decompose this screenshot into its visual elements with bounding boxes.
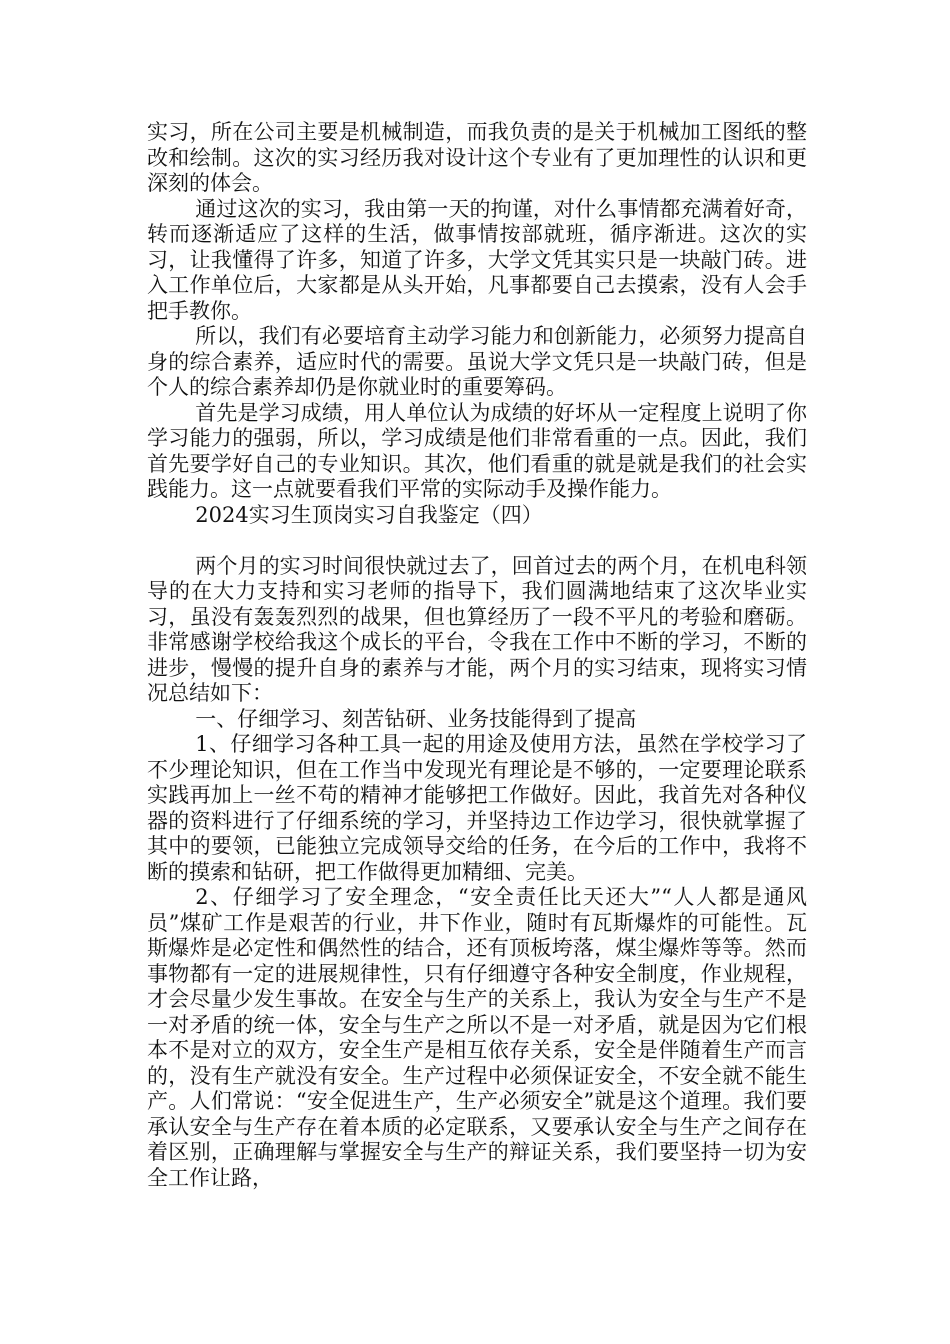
paragraph: 2、仔细学习了安全理念，“安全责任比天还大”“人人都是通风员”煤矿工作是艰苦的行业，井下作业，随时有瓦斯爆炸的可能性。瓦斯爆炸是必定性和偶然性的结合，还有顶板垮落，煤尘爆炸等等。然而事物都有一定的进展规律性，只有仔细遵守各种安全制度，作业规程，才会尽量少发生事故。在安全与生产的关系上，我认为安全与生产不是一对矛盾的统一体，安全与生产之所以不是一对矛盾，就是因为它们根本不是对立的双方，安全生产是相互依存关系，安全是伴随着生产而言的，没有生产就没有安全。生产过程中必须保证安全，不安全就不能生产。人们常说：“安全促进生产，生产必须安全”就是这个道理。我们要承认安全与生产存在着本质的必定联系，又要承认安全与生产之间存在着区别，正确理解与掌握安全与生产的辩证关系，我们要坚持一切为安全工作让路， [147,885,807,1190]
section-title: 2024实习生顶岗实习自我鉴定（四） [195,502,543,527]
paragraph: 两个月的实习时间很快就过去了，回首过去的两个月，在机电科领导的在大力支持和实习老师的指导下，我们圆满地结束了这次毕业实习，虽没有轰轰烈烈的战果，但也算经历了一段不平凡的考验和磨砺。非常感谢学校给我这个成长的平台，令我在工作中不断的学习，不断的进步，慢慢的提升自身的素养与才能，两个月的实习结束，现将实习情况总结如下： [147,553,807,705]
paragraph: 首先是学习成绩，用人单位认为成绩的好坏从一定程度上说明了你学习能力的强弱，所以，学习成绩是他们非常看重的一点。因此，我们首先要学好自己的专业知识。其次，他们看重的就是就是我们的社会实践能力。这一点就要看我们平常的实际动手及操作能力。 [147,400,807,501]
subsection-heading: 一、仔细学习、刻苦钻研、业务技能得到了提高 [195,706,637,731]
document-body [147,120,807,1191]
paragraph-continuation: 实习，所在公司主要是机械制造，而我负责的是关于机械加工图纸的整改和绘制。这次的实习经历我对设计这个专业有了更加理性的认识和更深刻的体会。 [147,120,807,195]
paragraph: 所以，我们有必要培育主动学习能力和创新能力，必须努力提高自身的综合素养，适应时代的需要。虽说大学文凭只是一块敲门砖，但是个人的综合素养却仍是你就业时的重要筹码。 [147,324,807,399]
paragraph: 1、仔细学习各种工具一起的用途及使用方法，虽然在学校学习了不少理论知识，但在工作当中发现光有理论是不够的，一定要理论联系实践再加上一丝不苟的精神才能够把工作做好。因此，我首先对各种仪器的资料进行了仔细系统的学习，并坚持边工作边学习，很快就掌握了其中的要领，已能独立完成领导交给的任务，在今后的工作中，我将不断的摸索和钻研，把工作做得更加精细、完美。 [147,732,807,884]
paragraph: 通过这次的实习，我由第一天的拘谨，对什么事情都充满着好奇，转而逐渐适应了这样的生活，做事情按部就班，循序渐进。这次的实习，让我懂得了许多，知道了许多，大学文凭其实只是一块敲门砖。进入工作单位后，大家都是从头开始，凡事都要自己去摸索，没有人会手把手教你。 [147,196,807,323]
blank-line [147,528,807,554]
